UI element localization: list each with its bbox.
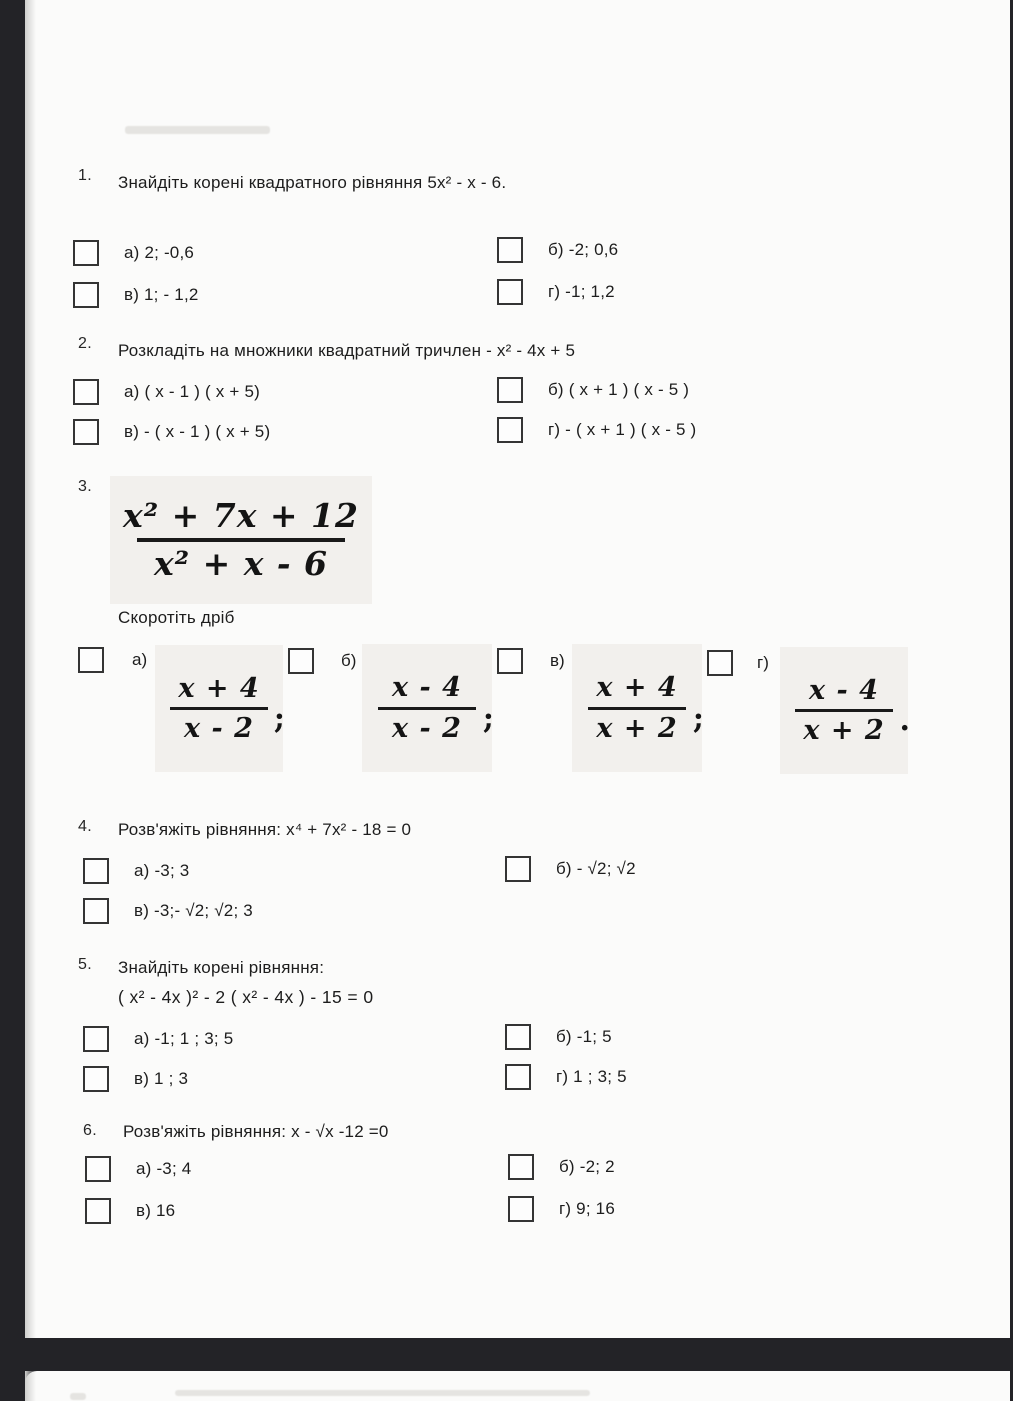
answer-checkbox[interactable] [497, 648, 523, 674]
option-label: в) -3;- √2; √2; 3 [134, 901, 253, 920]
question-number: 4. [78, 818, 92, 835]
question-number: 3. [78, 478, 92, 495]
answer-checkbox[interactable] [73, 240, 99, 266]
answer-checkbox[interactable] [78, 647, 104, 673]
option-label: в) 1 ; 3 [134, 1069, 189, 1088]
question-number: 5. [78, 956, 92, 973]
faint-text-smudge [125, 126, 270, 134]
option-label: г) - ( x + 1 ) ( x - 5 ) [548, 420, 697, 439]
fraction-numerator: x + 4 [596, 672, 678, 704]
option-row [83, 858, 189, 884]
option-label: г) 1 ; 3; 5 [556, 1067, 627, 1086]
answer-checkbox[interactable] [85, 1156, 111, 1182]
answer-checkbox[interactable] [505, 1024, 531, 1050]
option-row [85, 1198, 175, 1224]
fraction-denominator: x + 2 [596, 712, 678, 744]
option-row [497, 237, 618, 263]
answer-checkbox[interactable] [497, 417, 523, 443]
fraction-numerator: x - 4 [392, 672, 462, 704]
option-row [508, 1154, 615, 1180]
option-label: г) -1; 1,2 [548, 282, 615, 301]
option-row [497, 377, 689, 403]
option-letter: а) [132, 650, 148, 669]
fraction-punctuation: . [899, 703, 910, 738]
fraction-denominator: x - 2 [392, 712, 462, 744]
answer-checkbox[interactable] [497, 279, 523, 305]
option-label: а) -3; 4 [136, 1159, 192, 1178]
fraction-numerator: x² + 7x + 12 [123, 496, 359, 536]
answer-checkbox[interactable] [83, 858, 109, 884]
fraction-punctuation: ; [273, 701, 285, 736]
faint-text-smudge [175, 1390, 590, 1396]
answer-checkbox[interactable] [83, 1026, 109, 1052]
option-row [83, 898, 253, 924]
option-label: а) ( x - 1 ) ( x + 5) [124, 382, 260, 401]
answer-checkbox[interactable] [85, 1198, 111, 1224]
option-row [85, 1156, 191, 1182]
option-row [73, 419, 270, 445]
answer-checkbox[interactable] [288, 648, 314, 674]
answer-checkbox[interactable] [505, 1064, 531, 1090]
option-label: а) 2; -0,6 [124, 243, 195, 262]
fraction-numerator: x + 4 [178, 672, 260, 704]
fraction-denominator: x + 2 [803, 715, 885, 746]
math-fraction-image [110, 476, 372, 604]
answer-checkbox[interactable] [83, 898, 109, 924]
answer-checkbox[interactable] [73, 379, 99, 405]
scanned-test-page [25, 0, 1010, 1338]
next-page-fragment [25, 1371, 1010, 1401]
fraction-bar [378, 707, 476, 710]
fraction-denominator: x² + x - 6 [153, 544, 329, 583]
option-fraction-image [780, 647, 908, 774]
option-row [73, 240, 194, 266]
question-text: Розв'яжіть рівняння: x - √x -12 =0 [123, 1122, 389, 1141]
option-letter: в) [550, 651, 565, 670]
option-row [83, 1026, 233, 1052]
fraction-denominator: x - 2 [184, 713, 254, 744]
answer-checkbox[interactable] [707, 650, 733, 676]
question-text: Розкладіть на множники квадратний тричлен - x² - 4x + 5 [118, 341, 576, 360]
option-label: б) -1; 5 [556, 1027, 612, 1046]
fraction-bar [588, 707, 686, 710]
question-text: Розв'яжіть рівняння: x⁴ + 7x² - 18 = 0 [118, 820, 412, 839]
option-label: в) 16 [136, 1201, 176, 1220]
question-text: Знайдіть корені рівняння: [118, 958, 325, 977]
fraction-numerator: x - 4 [809, 674, 879, 706]
option-label: в) - ( x - 1 ) ( x + 5) [124, 422, 271, 441]
option-label: а) -1; 1 ; 3; 5 [134, 1029, 234, 1048]
option-row [505, 1064, 627, 1090]
answer-checkbox[interactable] [497, 237, 523, 263]
option-fraction-image [362, 644, 492, 772]
question-text: Знайдіть корені квадратного рівняння 5x² - x - 6. [118, 173, 507, 192]
question-number: 1. [78, 167, 92, 184]
option-fraction-image [155, 645, 283, 772]
option-letter: г) [757, 653, 769, 672]
option-fraction-image [572, 644, 702, 772]
option-row [505, 856, 636, 882]
question-number: 6. [83, 1122, 97, 1139]
answer-checkbox[interactable] [508, 1196, 534, 1222]
option-label: б) -2; 2 [559, 1157, 615, 1176]
question-number: 2. [78, 335, 92, 352]
option-row [73, 379, 260, 405]
option-row [497, 417, 696, 443]
option-label: в) 1; - 1,2 [124, 285, 199, 304]
faint-text-smudge [70, 1393, 86, 1400]
answer-checkbox[interactable] [505, 856, 531, 882]
option-row [497, 279, 615, 305]
question-caption: Скоротіть дріб [118, 608, 235, 627]
fraction-punctuation: ; [482, 701, 494, 736]
answer-checkbox[interactable] [497, 377, 523, 403]
answer-checkbox[interactable] [73, 282, 99, 308]
option-row [508, 1196, 615, 1222]
question-formula: ( x² - 4x )² - 2 ( x² - 4x ) - 15 = 0 [118, 987, 374, 1007]
answer-checkbox[interactable] [73, 419, 99, 445]
option-label: б) - √2; √2 [556, 859, 636, 878]
option-label: б) ( x + 1 ) ( x - 5 ) [548, 380, 690, 399]
fraction-bar [170, 707, 268, 710]
fraction-punctuation: ; [692, 701, 704, 736]
fraction-bar [795, 709, 893, 712]
fraction-bar [137, 538, 345, 542]
answer-checkbox[interactable] [508, 1154, 534, 1180]
option-row [505, 1024, 612, 1050]
option-label: а) -3; 3 [134, 861, 190, 880]
option-row [83, 1066, 188, 1092]
option-label: б) -2; 0,6 [548, 240, 619, 259]
answer-checkbox[interactable] [83, 1066, 109, 1092]
option-letter: б) [341, 651, 357, 670]
option-row [73, 282, 199, 308]
option-label: г) 9; 16 [559, 1199, 615, 1218]
